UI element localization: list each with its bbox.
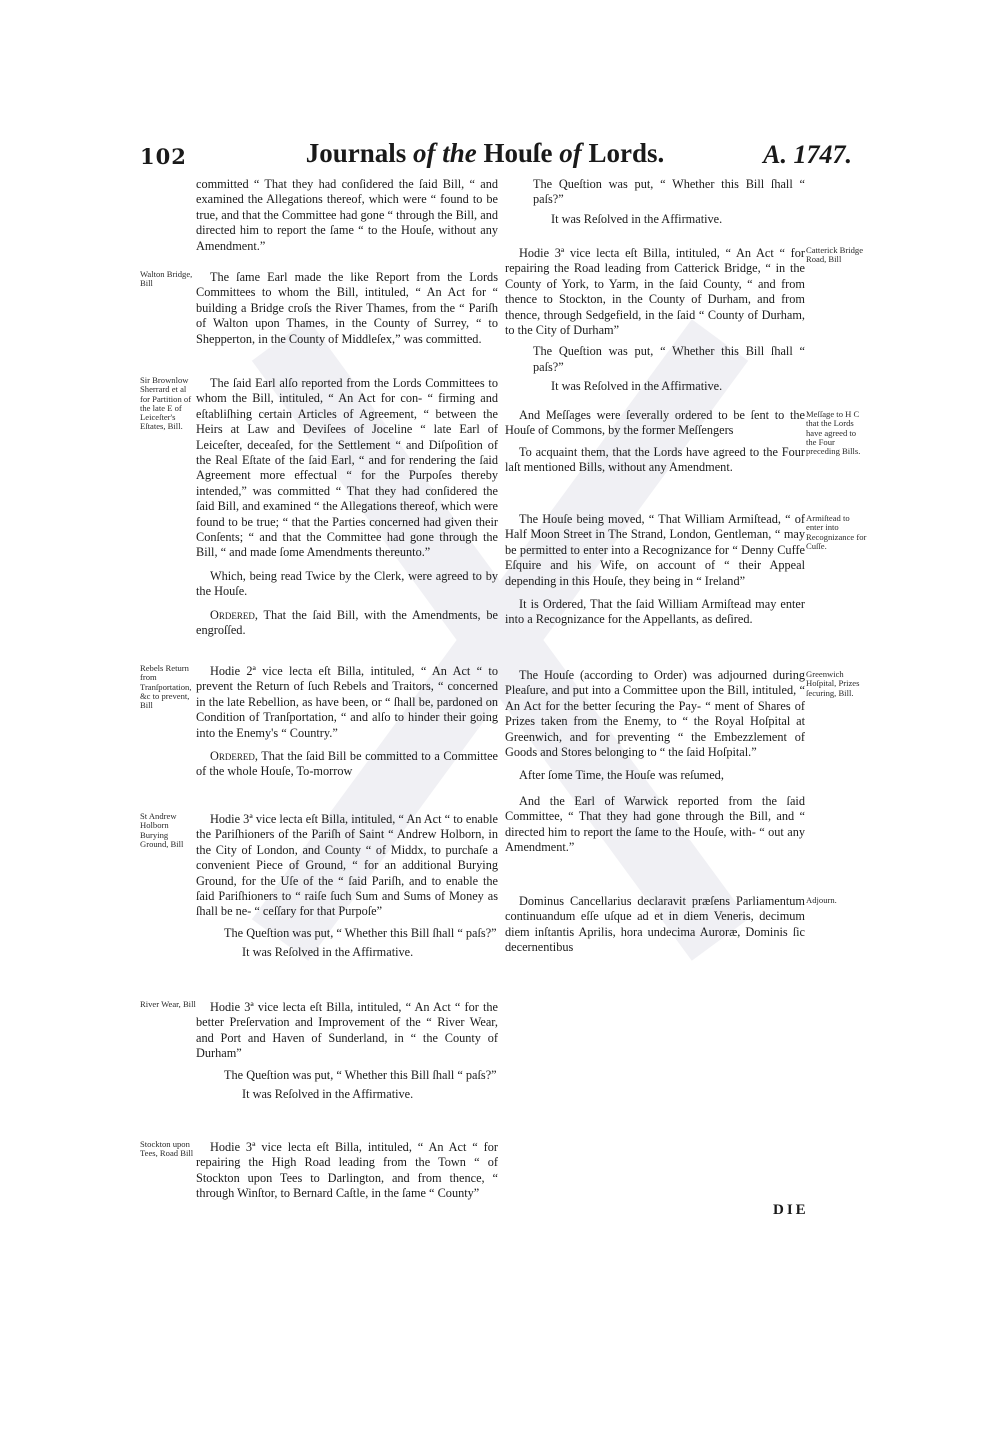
paragraph-rebels: Hodie 2ª vice lecta eſt Billa, intituled, “ An Act “ to prevent the Return of ſuch Rebels and Traitors, “ concerned in the late Rebellion, as have been, or “ ſhall be, pardoned on Condition of Tranſportation, “ and alſo to hinder their going into the Enemy's “ Country.” [196,664,498,740]
margin-note-walton: Walton Bridge, Bill [140,269,193,289]
paragraph-ordered-committee [196,749,498,780]
margin-note-adjourn: Adjourn. [806,895,837,905]
title-word-journals: Journals [305,138,407,168]
page-number: 102 [140,144,187,169]
margin-note-greenwich: Greenwich Hoſpital, Prizes ſecuring, Bill. [806,669,860,698]
entry-rebels [196,664,498,780]
margin-note-rebels: Rebels Return from Tranſportation, &c to prevent, Bill [140,663,192,711]
ordered-label: Ordered, [210,607,258,622]
entry-greenwich [505,668,805,855]
entry-sherrard [196,376,498,639]
title-word-the: the [442,138,477,168]
paragraph-adjourn: Dominus Cancellarius declaravit præſens Parliamentum continuandum eſſe uſque ad et in diem Veneris, decimum diem inſtantis Aprilis, hora undecima Auroræ, Dominis ſic decernentibus [505,894,805,955]
paragraph-walton: The ſame Earl made the like Report from the Lords Committees to whom the Bill, intituled, “ An Act for “ building a Bridge croſs the River Thames, from the “ Pariſh of Walton upon Thames, in the County of Surrey, “ to Shepperton, in the County of Middleſex,” was committed. [196,270,498,346]
year-label: A. 1747. [763,140,852,169]
entry-messages [505,408,805,476]
title-word-of: of [412,138,436,168]
paragraph-wear: Hodie 3ª vice lecta eſt Billa, intituled, “ An Act “ for the better Preſervation and Improvement of the “ River Wear, and Port and Haven of Sunderland, in “ the County of Durham” [196,1000,498,1061]
margin-note-sherrard: Sir Brownlow Sherrard et al for Partition of the late E of Leiceſter's Eſtates, Bill. [140,375,192,432]
catchword: DIE [773,1202,809,1218]
resolved-top: It was Reſolved in the Affirmative. [551,211,723,226]
paragraph-andrew: Hodie 3ª vice lecta eſt Billa, intituled, “ An Act “ to enable the Pariſhioners of the Pariſh of Saint “ Andrew Holborn, in the City of London, and County “ of Middx, to purchaſe a convenient Piece of Ground, “ for an additional Burying Ground, for the Uſe of the “ ſaid Pariſh, and to enable the ſaid Pariſhioners to “ raiſe ſuch Sum and Sums of Money as ſhall be ne- “ ceſſary for that Purpoſe” [196,812,498,919]
journal-title [280,138,690,169]
margin-note-armistead: Armiſtead to enter into Recognizance for Cuſſe. [806,513,867,551]
right-column [505,177,805,227]
paragraph-committed: committed “ That they had conſidered the ſaid Bill, “ and examined the Allegations thereof, which were “ found to be true, and that the Committee had gone “ through the Bill, and directed him to report the ſame “ to the Houſe, without any Amendment.” [196,177,498,253]
entry-stockton [196,1140,498,1202]
ordered-text: That the ſaid Bill, with the Amendments, be engroſſed. [196,607,498,638]
entry-armistead [505,512,805,628]
question-wear: The Queſtion was put, “ Whether this Bill ſhall “ paſs?” [224,1067,497,1082]
title-word-lords: Lords. [588,138,665,168]
margin-note-wear: River Wear, Bill [140,999,196,1009]
paragraph-warwick: And the Earl of Warwick reported from the ſaid Committee, “ That they had gone through the Bill, and “ directed him to report the ſame to the Houſe, with- “ out any Amendment.” [505,793,805,855]
paragraph-acquaint: To acquaint them, that the Lords have agreed to the Four laſt mentioned Bills, without any Amendment. [505,444,805,475]
paragraph-messages: And Meſſages were ſeverally ordered to be ſent to the Houſe of Commons, by the former Meſſengers [505,408,805,438]
paragraph-sherrard: The ſaid Earl alſo reported from the Lords Committees to whom the Bill, intituled, “ An Act for con- “ firming and eſtabliſhing certain Articles of Agreement, “ between the Heirs at Law and Deviſees of Joceline “ late Earl of Leiceſter, deceaſed, for the Settlement “ and Diſpoſition of the Real Eſtate of the ſaid Earl, “ and for rendering the ſaid Agreement more effectual “ for the Purpoſes thereby intended,” was committed “ That they had conſidered the ſaid Bill, and examined “ the Allegations thereof, which were found to be true; “ that the Parties concerned had given their Conſents; “ and that the Committee had gone through the Bill, “ and made ſome Amendments thereunto.” [196,376,498,560]
title-word-house: Houſe [483,138,553,168]
margin-note-catterick: Catterick Bridge Road, Bill [806,245,864,265]
paragraph-which: Which, being read Twice by the Clerk, were agreed to by the Houſe. [196,568,498,599]
margin-note-stockton: Stockton upon Tees, Road Bill [140,1139,194,1159]
question-top: The Queſtion was put, “ Whether this Bill ſhall “ paſs?” [533,177,805,207]
entry-catterick [505,246,805,395]
left-column [196,177,498,254]
entry-wear [196,1000,498,1102]
paragraph-stockton: Hodie 3ª vice lecta eſt Billa, intituled, “ An Act “ for repairing the High Road leading from the Town “ of Stockton upon Tees to Darlington, and from thence, “ through Winſtor, to Bernard Caſtle, in the ſame “ County” [196,1140,498,1201]
entry-walton [196,270,498,347]
paragraph-armistead: The Houſe being moved, “ That William Armiſtead, “ of Half Moon Street in The Strand, London, Gentleman, “ may be permitted to enter into a Recognizance for “ Denny Cuffe Eſquire and his Wife, on account of “ their Appeal depending in this Houſe, they being in “ Ireland” [505,512,805,588]
margin-note-message: Meſſage to H C that the Lords have agreed to the Four preceding Bills. [806,409,861,457]
paragraph-greenwich: The Houſe (according to Order) was adjourned during Pleaſure, and put into a Committee upon the Bill, intituled, “ An Act for the better ſecuring the Pay- “ ment of Shares of Prizes taken from the Enemy, to “ the Royal Hoſpital at Greenwich, and for preventing “ the Embezzlement of Goods and Stores belonging to “ the ſaid Hoſpital.” [505,668,805,760]
entry-andrew [196,812,498,961]
question-catterick: The Queſtion was put, “ Whether this Bill ſhall “ paſs?” [533,344,805,374]
paragraph-ordered-armistead: It is Ordered, That the ſaid William Armiſtead may enter into a Recognizance for the Appellants, as deſired. [505,597,805,627]
ordered-text-2: That the ſaid Bill be committed to a Committee of the whole Houſe, To-morrow [196,749,498,779]
resolved-wear: It was Reſolved in the Affirmative. [242,1087,414,1102]
paragraph-ordered-engrossed [196,608,498,639]
entry-adjourn [505,894,805,956]
title-word-of-2: of [559,138,582,168]
margin-note-andrew: St Andrew Holborn Burying Ground, Bill [140,811,184,849]
page-header [0,138,992,178]
paragraph-catterick: Hodie 3ª vice lecta eſt Billa, intituled, “ An Act “ for repairing the Road leading from Catterick Bridge, “ in the County of York, to Yarm, in the ſaid County, “ and from thence to Stockton, in the County of Durham, and from thence, through Sedgefield, in the ſaid “ County of Durham, to the City of Durham” [505,246,805,338]
resolved-andrew: It was Reſolved in the Affirmative. [242,945,414,960]
question-andrew: The Queſtion was put, “ Whether this Bill ſhall “ paſs?” [224,925,497,940]
ordered-label-2: Ordered, [210,749,258,764]
paragraph-after: After ſome Time, the Houſe was reſumed, [519,768,724,783]
resolved-catterick: It was Reſolved in the Affirmative. [551,379,723,394]
